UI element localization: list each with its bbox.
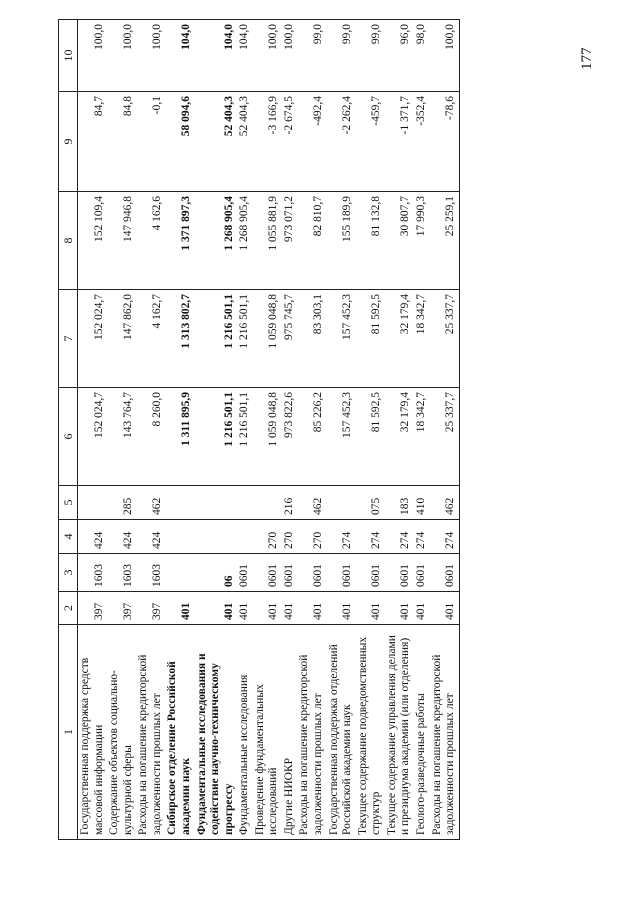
col4-code: [165, 520, 194, 554]
col6-value: 32 179,4: [385, 388, 414, 486]
row-name: Фундаментальные исследования и содействие научно-техническому прогрессу: [195, 625, 238, 840]
col7-value: 83 303,1: [297, 290, 326, 388]
col4-code: 424: [136, 520, 165, 554]
table-row: [237, 20, 253, 840]
row-name: Проведение фундаментальных исследований: [253, 625, 282, 840]
col8-value: 1 268 905,4: [195, 192, 238, 290]
page-number: 177: [579, 47, 595, 70]
col2-code: 401: [297, 592, 326, 625]
col2-code: 401: [165, 592, 194, 625]
col4-code: 424: [107, 520, 136, 554]
col10-percent: 99,0: [297, 20, 326, 92]
table-row: [195, 20, 238, 840]
table-row: [430, 20, 460, 840]
col6-value: 8 260,0: [136, 388, 165, 486]
col10-percent: 104,0: [237, 20, 253, 92]
col3-code: 06: [195, 554, 238, 592]
col3-code: 0601: [385, 554, 414, 592]
column-header: 10: [59, 20, 78, 92]
column-header: 7: [59, 290, 78, 388]
col10-percent: 100,0: [282, 20, 298, 92]
col9-value: -459,7: [356, 92, 385, 192]
col4-code: 424: [78, 520, 108, 554]
col6-value: 81 592,5: [356, 388, 385, 486]
col10-percent: 100,0: [253, 20, 282, 92]
col3-code: 1603: [78, 554, 108, 592]
col4-code: 270: [282, 520, 298, 554]
col7-value: 1 059 048,8: [253, 290, 282, 388]
col6-value: 143 764,7: [107, 388, 136, 486]
col3-code: 1603: [136, 554, 165, 592]
col8-value: 152 109,4: [78, 192, 108, 290]
col2-code: 401: [282, 592, 298, 625]
col8-value: 155 189,9: [327, 192, 356, 290]
col5-code: 216: [282, 486, 298, 520]
col4-code: 270: [253, 520, 282, 554]
col4-code: [195, 520, 238, 554]
col4-code: 274: [356, 520, 385, 554]
row-name: Геолого-разведочные работы: [414, 625, 430, 840]
col2-code: 401: [327, 592, 356, 625]
column-header: 4: [59, 520, 78, 554]
table-row: [327, 20, 356, 840]
col8-value: 30 807,7: [385, 192, 414, 290]
col6-value: 1 059 048,8: [253, 388, 282, 486]
col7-value: 81 592,5: [356, 290, 385, 388]
col6-value: 25 337,7: [430, 388, 460, 486]
col9-value: 52 404,3: [237, 92, 253, 192]
col5-code: 075: [356, 486, 385, 520]
col2-code: 397: [136, 592, 165, 625]
column-header: 6: [59, 388, 78, 486]
col10-percent: 98,0: [414, 20, 430, 92]
col7-value: 4 162,7: [136, 290, 165, 388]
col4-code: 274: [414, 520, 430, 554]
column-header: 9: [59, 92, 78, 192]
col3-code: 0601: [297, 554, 326, 592]
col3-code: [165, 554, 194, 592]
row-name: Фундаментальные исследования: [237, 625, 253, 840]
header-row: [59, 20, 78, 840]
col4-code: [237, 520, 253, 554]
col9-value: -2 262,4: [327, 92, 356, 192]
col5-code: [253, 486, 282, 520]
col8-value: 81 132,8: [356, 192, 385, 290]
col5-code: 462: [297, 486, 326, 520]
col3-code: 0601: [414, 554, 430, 592]
col7-value: 1 216 501,1: [195, 290, 238, 388]
col6-value: 1 216 501,1: [195, 388, 238, 486]
col7-value: 1 313 802,7: [165, 290, 194, 388]
table-row: [253, 20, 282, 840]
col8-value: 4 162,6: [136, 192, 165, 290]
rotated-page: [58, 20, 548, 840]
col2-code: 401: [430, 592, 460, 625]
col9-value: -492,4: [297, 92, 326, 192]
col9-value: -3 166,9: [253, 92, 282, 192]
col5-code: 410: [414, 486, 430, 520]
col4-code: 274: [385, 520, 414, 554]
column-header: 5: [59, 486, 78, 520]
row-name: Сибирское отделение Российской академии наук: [165, 625, 194, 840]
col6-value: 1 311 895,9: [165, 388, 194, 486]
col8-value: 973 071,2: [282, 192, 298, 290]
row-name: Текущее содержание управления делами и президиума академии (или отделения): [385, 625, 414, 840]
col2-code: 397: [78, 592, 108, 625]
column-header: 2: [59, 592, 78, 625]
col7-value: 1 216 501,1: [237, 290, 253, 388]
col3-code: 0601: [327, 554, 356, 592]
col9-value: 84,8: [107, 92, 136, 192]
col9-value: -1 371,7: [385, 92, 414, 192]
col7-value: 975 745,7: [282, 290, 298, 388]
col2-code: 401: [237, 592, 253, 625]
col6-value: 85 226,2: [297, 388, 326, 486]
col8-value: 25 259,1: [430, 192, 460, 290]
col9-value: 52 404,3: [195, 92, 238, 192]
col8-value: 1 268 905,4: [237, 192, 253, 290]
col5-code: 285: [107, 486, 136, 520]
col9-value: -78,6: [430, 92, 460, 192]
table-row: [282, 20, 298, 840]
col6-value: 1 216 501,1: [237, 388, 253, 486]
col8-value: 1 371 897,3: [165, 192, 194, 290]
col10-percent: 104,0: [165, 20, 194, 92]
row-name: Государственная поддержка отделений Российской академии наук: [327, 625, 356, 840]
col10-percent: 100,0: [136, 20, 165, 92]
col8-value: 147 946,8: [107, 192, 136, 290]
column-header: 8: [59, 192, 78, 290]
col2-code: 401: [253, 592, 282, 625]
col4-code: 274: [430, 520, 460, 554]
col7-value: 152 024,7: [78, 290, 108, 388]
col8-value: 82 810,7: [297, 192, 326, 290]
table-row: [356, 20, 385, 840]
col10-percent: 100,0: [107, 20, 136, 92]
col6-value: 973 822,6: [282, 388, 298, 486]
col10-percent: 99,0: [356, 20, 385, 92]
col2-code: 401: [414, 592, 430, 625]
table-row: [385, 20, 414, 840]
col5-code: [327, 486, 356, 520]
col5-code: [165, 486, 194, 520]
col10-percent: 96,0: [385, 20, 414, 92]
col6-value: 157 452,3: [327, 388, 356, 486]
col5-code: [237, 486, 253, 520]
col8-value: 17 990,3: [414, 192, 430, 290]
col6-value: 18 342,7: [414, 388, 430, 486]
col10-percent: 100,0: [78, 20, 108, 92]
col3-code: 0601: [430, 554, 460, 592]
col10-percent: 104,0: [195, 20, 238, 92]
col7-value: 157 452,3: [327, 290, 356, 388]
col3-code: 1603: [107, 554, 136, 592]
col3-code: 0601: [253, 554, 282, 592]
col7-value: 147 862,0: [107, 290, 136, 388]
row-name: Другие НИОКР: [282, 625, 298, 840]
row-name: Расходы на погашение кредиторской задолженности прошлых лет: [136, 625, 165, 840]
row-name: Расходы на погашение кредиторской задолженности прошлых лет: [297, 625, 326, 840]
col2-code: 397: [107, 592, 136, 625]
col10-percent: 100,0: [430, 20, 460, 92]
col4-code: 274: [327, 520, 356, 554]
table-row: [297, 20, 326, 840]
col3-code: 0601: [237, 554, 253, 592]
row-name: Государственная поддержка средств массовой информации: [78, 625, 108, 840]
col10-percent: 99,0: [327, 20, 356, 92]
table-body: [78, 20, 460, 840]
row-name: Расходы на погашение кредиторской задолженности прошлых лет: [430, 625, 460, 840]
col8-value: 1 055 881,9: [253, 192, 282, 290]
table-row: [414, 20, 430, 840]
col5-code: [195, 486, 238, 520]
col5-code: [78, 486, 108, 520]
col9-value: -0,1: [136, 92, 165, 192]
col6-value: 152 024,7: [78, 388, 108, 486]
col5-code: 462: [430, 486, 460, 520]
col9-value: 84,7: [78, 92, 108, 192]
col5-code: 183: [385, 486, 414, 520]
table-row: [107, 20, 136, 840]
column-header: 1: [59, 625, 78, 840]
column-header: 3: [59, 554, 78, 592]
col2-code: 401: [195, 592, 238, 625]
col3-code: 0601: [356, 554, 385, 592]
col2-code: 401: [385, 592, 414, 625]
col7-value: 32 179,4: [385, 290, 414, 388]
col7-value: 25 337,7: [430, 290, 460, 388]
col9-value: -2 674,5: [282, 92, 298, 192]
col9-value: -352,4: [414, 92, 430, 192]
col7-value: 18 342,7: [414, 290, 430, 388]
row-name: Содержание объектов социально-культурной сферы: [107, 625, 136, 840]
table-row: [136, 20, 165, 840]
table-row: [78, 20, 108, 840]
col9-value: 58 094,6: [165, 92, 194, 192]
col5-code: 462: [136, 486, 165, 520]
col3-code: 0601: [282, 554, 298, 592]
row-name: Текущее содержание подведомственных структур: [356, 625, 385, 840]
col4-code: 270: [297, 520, 326, 554]
table-row: [165, 20, 194, 840]
budget-table: [58, 19, 460, 840]
col2-code: 401: [356, 592, 385, 625]
